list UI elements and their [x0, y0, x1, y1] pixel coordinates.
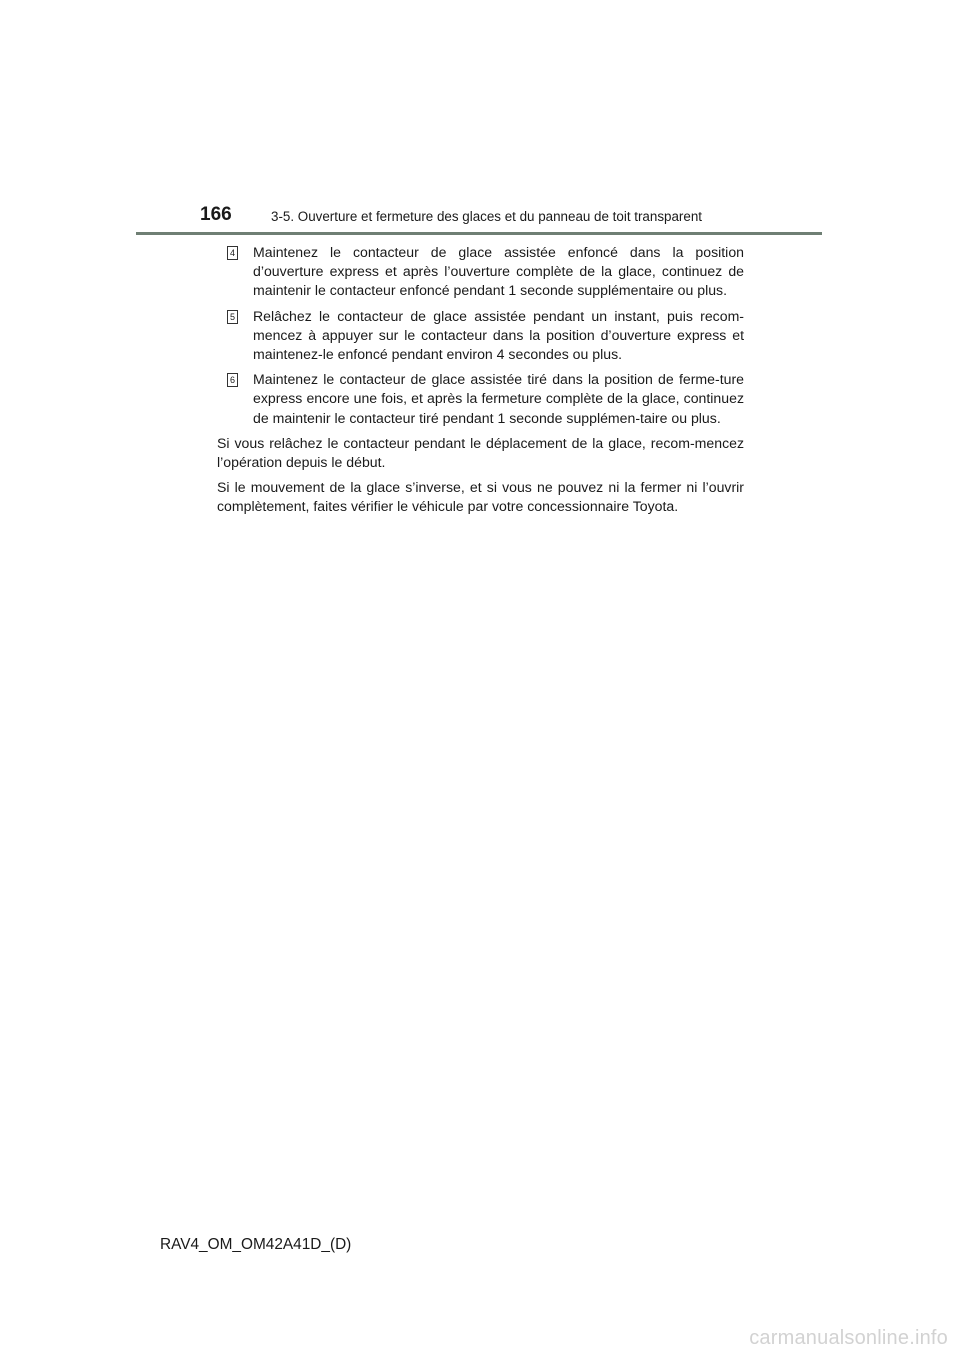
- step-number-badge: 6: [227, 373, 238, 387]
- step-item: [217, 307, 744, 365]
- main-content: [217, 243, 744, 523]
- note-paragraph: Si le mouvement de la glace s’inverse, et si vous ne pouvez ni la fermer ni l’ouvrir complètement, faites vérifier le véhicule par votre concessionnaire Toyota.: [217, 479, 744, 515]
- step-text: Relâchez le contacteur de glace assistée pendant un instant, puis recom-mencez à appuyer sur le contacteur dans la position d’ouverture express et maintenez-le enfoncé pendant environ 4 secondes ou plus.: [253, 307, 744, 363]
- section-title: 3-5. Ouverture et fermeture des glaces et du panneau de toit transparent: [271, 209, 702, 224]
- step-item: [217, 243, 744, 301]
- step-text: Maintenez le contacteur de glace assistée enfoncé dans la position d’ouverture express et après l’ouverture complète de la glace, continuez de maintenir le contacteur enfoncé pendant 1 seconde supplémentaire ou plus.: [253, 244, 744, 299]
- step-item: [217, 370, 744, 428]
- note-paragraph: Si vous relâchez le contacteur pendant le déplacement de la glace, recom-mencez l’opération depuis le début.: [217, 434, 744, 471]
- header-divider: [136, 232, 822, 235]
- page-header: [136, 200, 822, 234]
- step-text: Maintenez le contacteur de glace assistée tiré dans la position de ferme-ture express encore une fois, et après la fermeture complète de la glace, continuez de maintenir le contacteur tiré pendant 1 seconde supplémen-taire ou plus.: [253, 371, 744, 426]
- watermark-text: carmanualsonline.info: [749, 1327, 948, 1349]
- step-number-badge: 4: [227, 246, 238, 260]
- step-number-badge: 5: [227, 310, 238, 324]
- page-number: 166: [200, 204, 232, 225]
- document-code: RAV4_OM_OM42A41D_(D): [160, 1236, 352, 1253]
